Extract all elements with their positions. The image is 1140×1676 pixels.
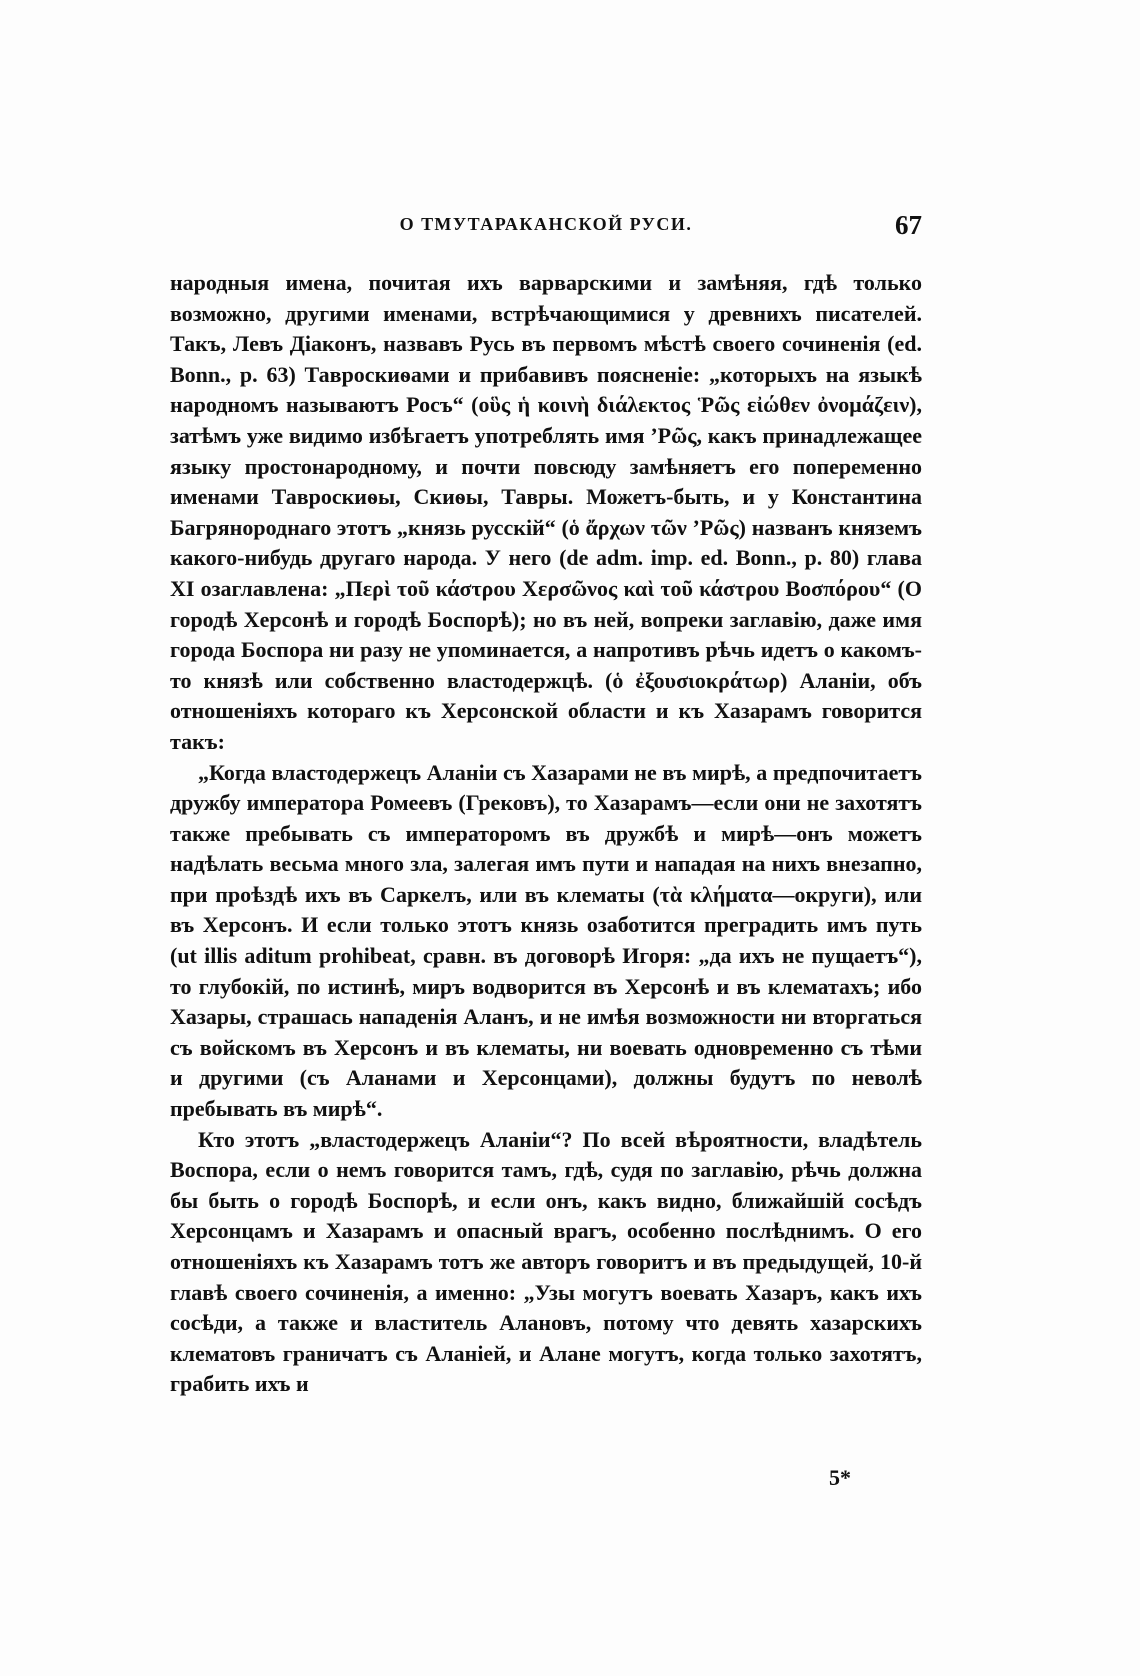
running-title: О ТМУТАРАКАНСКОЙ РУСИ. [399,214,693,234]
page-body [170,268,922,1400]
page-header [170,210,922,250]
signature-mark: 5* [829,1465,851,1490]
paragraph-2-quotation: „Когда властодержецъ Аланіи съ Хазарами не въ мирѣ, а предпочитаетъ дружбу императора Ромеевъ (Грековъ), то Хазарамъ—если они не захотятъ также пребывать съ императоромъ въ дружбѣ и мирѣ—онъ можетъ надѣлать весьма много зла, залегая имъ пути и нападая на нихъ внезапно, при проѣздѣ ихъ въ Саркелъ, или въ клематы (τὰ κλήματα—округи), или въ Херсонъ. И если только этотъ князь озаботится преградить имъ путь (ut illis aditum prohibeat, сравн. въ договорѣ Игоря: „да ихъ не пущаетъ“), то глубокій, по истинѣ, миръ водворится въ Херсонѣ и въ клематахъ; ибо Хазары, страшась нападенія Аланъ, и не имѣя возможности ни вторгаться съ войскомъ въ Херсонъ и въ клематы, ни воевать одновременно съ тѣми и другими (съ Аланами и Херсонцами), должны будутъ по неволѣ пребывать въ мирѣ“. [170,759,922,1122]
page-number: 67 [895,210,922,240]
paragraph-3: Кто этотъ „властодержецъ Аланіи“? По всей вѣроятности, владѣтель Воспора, если о немъ говорится тамъ, гдѣ, судя по заглавію, рѣчь должна бы быть о городѣ Боспорѣ, и если онъ, какъ видно, ближайшій сосѣдъ Херсонцамъ и Хазарамъ и опасный врагъ, особенно послѣднимъ. О его отношеніяхъ къ Хазарамъ тотъ же авторъ говоритъ и въ предыдущей, 10-й главѣ своего сочиненія, а именно: „Узы могутъ воевать Хазаръ, какъ ихъ сосѣди, а также и властитель Алановъ, потому что девять хазарскихъ клематовъ граничатъ съ Аланіей, и Алане могутъ, когда только захотятъ, грабить ихъ и [170,1126,922,1397]
paragraph-1: народныя имена, почитая ихъ варварскими и замѣняя, гдѣ только возможно, другими именами, встрѣчающимися у древнихъ писателей. Такъ, Левъ Діаконъ, назвавъ Русь въ первомъ мѣстѣ своего сочиненія (ed. Bonn., p. 63) Тавроскиѳами и прибавивъ поясненіе: „которыхъ на языкѣ народномъ называютъ Росъ“ (οὓς ἡ κοινὴ διάλεκτος Ῥῶς εἰώθεν ὀνομάζειν), затѣмъ уже видимо избѣгаетъ употреблять имя ’Ρῶς, какъ принадлежащее языку простонародному, и почти повсюду замѣняетъ его попеременно именами Тавроскиѳы, Скиѳы, Тавры. Можетъ-быть, и у Константина Багрянороднаго этотъ „князь русскій“ (ὁ ἄρχων τῶν ’Ρῶς) названъ княземъ какого-нибудь другаго народа. У него (de adm. imp. ed. Bonn., p. 80) глава XI озаглавлена: „Περὶ τοῦ κάστρου Χερσῶνος καὶ τοῦ κάστρου Βοσπόρου“ (О городѣ Херсонѣ и городѣ Боспорѣ); но въ ней, вопреки заглавію, даже имя города Боспора ни разу не упоминается, а напротивъ рѣчь идетъ о какомъ-то князѣ или собственно властодержцѣ. (ὁ ἐξουσιοκράτωρ) Аланіи, объ отношеніяхъ котораго къ Херсонской области и къ Хазарамъ говорится такъ: [170,270,922,754]
